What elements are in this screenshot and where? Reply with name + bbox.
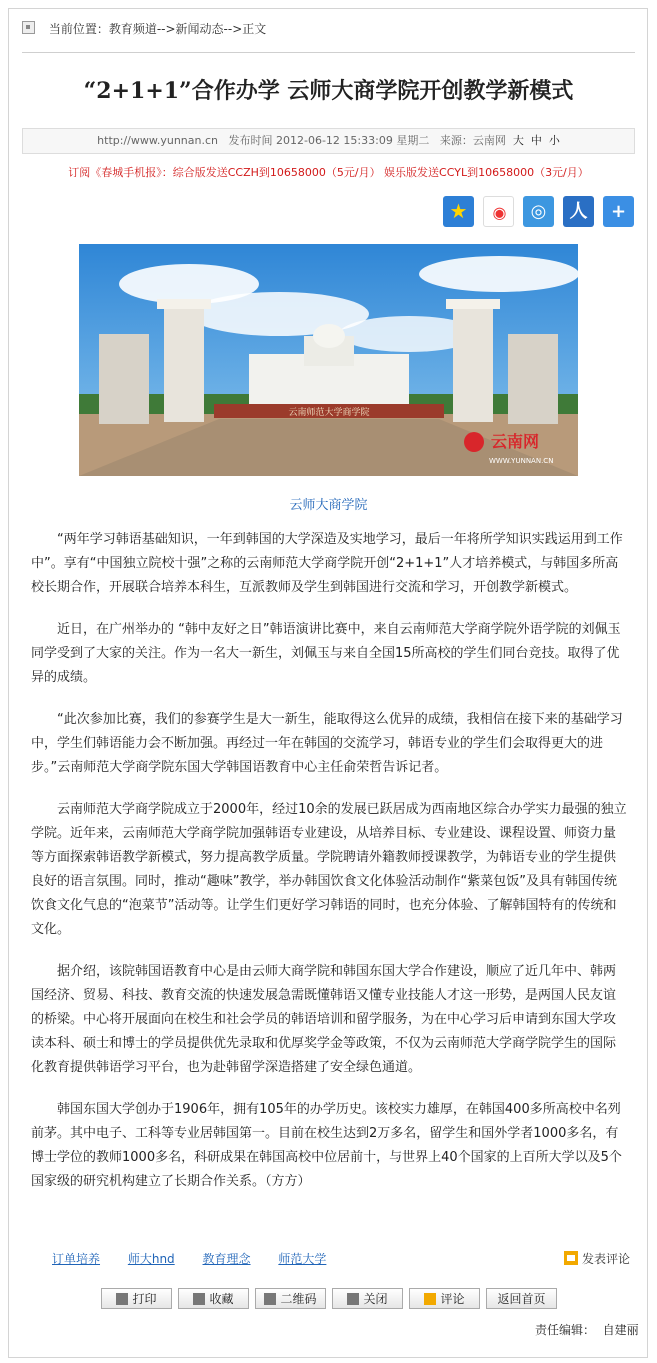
more-share-icon[interactable]: + xyxy=(603,196,634,227)
paragraph: “两年学习韩语基础知识，一年到韩国的大学深造及实地学习，最后一年将所学知识实践运用到工作中”。享有“中国独立院校十强”之称的云南师范大学商学院开创“2+1+1”人才培养模式，与韩国多所高校长期合作，开展联合培养本科生，互派教师及学生到韩国进行交流和学习，开创教学新模式。 xyxy=(31,532,623,595)
comment-icon xyxy=(564,1251,578,1265)
responsible-editor xyxy=(535,1321,639,1338)
weibo-icon[interactable]: ◉ xyxy=(483,196,514,227)
print-button[interactable] xyxy=(101,1288,172,1309)
gate-sign: 云南师范大学商学院 xyxy=(288,408,370,418)
meta-weekday: 星期二 xyxy=(396,134,430,147)
qzone-icon[interactable]: ★ xyxy=(443,196,474,227)
breadcrumb xyxy=(22,20,266,37)
comment-button[interactable] xyxy=(409,1288,480,1309)
tag-link[interactable]: 教育理念 xyxy=(202,1252,251,1266)
article-body xyxy=(31,528,627,1212)
article-meta xyxy=(22,128,635,154)
tencent-weibo-icon[interactable]: ◎ xyxy=(523,196,554,227)
font-size-medium[interactable]: 中 xyxy=(530,134,542,147)
post-comment-link[interactable] xyxy=(564,1250,630,1267)
article-photo xyxy=(79,244,578,476)
home-label: 返回首页 xyxy=(497,1292,546,1306)
home-button[interactable] xyxy=(486,1288,557,1309)
comment-icon xyxy=(424,1293,436,1305)
meta-published-label: 发布时间 xyxy=(228,134,273,147)
subscription-promo[interactable]: 订阅《春城手机报》：综合版发送CCZH到10658000（5元/月） 娱乐版发送CCYL到10658000（3元/月） xyxy=(68,166,589,179)
photo-caption: 云师大商学院 xyxy=(289,498,368,513)
tag-link[interactable]: 订单培养 xyxy=(52,1252,101,1266)
tag-link[interactable]: 师大hnd xyxy=(127,1252,175,1266)
favorite-icon xyxy=(193,1293,205,1305)
meta-source: 来源：云南网 xyxy=(439,134,506,147)
paragraph: “此次参加比赛，我们的参赛学生是大一新生，能取得这么优异的成绩，我相信在接下来的基础学习中，学生们韩语能力会不断加强。再经过一年在韩国的交流学习，韩语专业的学生们会取得更大的进步。”云南师范大学商学院东国大学韩国语教育中心主任俞荣哲告诉记者。 xyxy=(31,712,623,775)
print-label: 打印 xyxy=(132,1292,157,1306)
editor-label: 责任编辑： xyxy=(535,1323,596,1337)
tag-link[interactable]: 师范大学 xyxy=(278,1252,327,1266)
printer-icon xyxy=(116,1293,128,1305)
qrcode-icon xyxy=(264,1293,276,1305)
comment-label: 评论 xyxy=(440,1292,465,1306)
watermark-logo: 云南网 xyxy=(491,432,540,451)
meta-published: 2012-06-12 15:33:09 xyxy=(276,134,393,147)
location-icon xyxy=(22,21,35,34)
paragraph: 近日，在广州举办的 “韩中友好之日”韩语演讲比赛中，来自云南师范大学商学院外语学院的刘佩玉同学受到了大家的关注。作为一名大一新生，刘佩玉与来自全国15所高校的学生们同台竞技。取得了优异的成绩。 xyxy=(31,622,621,685)
renren-icon[interactable]: 人 xyxy=(563,196,594,227)
breadcrumb-path[interactable]: 教育频道-->新闻动态-->正文 xyxy=(108,22,267,36)
qrcode-button[interactable] xyxy=(255,1288,326,1309)
favorite-label: 收藏 xyxy=(209,1292,234,1306)
watermark-url: WWW.YUNNAN.CN xyxy=(489,457,554,465)
paragraph: 云南师范大学商学院成立于2000年，经过10余的发展已跃居成为西南地区综合办学实力最强的独立学院。近年来，云南师范大学商学院加强韩语专业建设，从培养目标、专业建设、课程设置、师资力量等方面探索韩语教学新模式，努力提高教学质量。学院聘请外籍教师授课教学，为韩语专业的学生提供良好的语言氛围。同时，推动“趣味”教学，举办韩国饮食文化体验活动制作“紫菜包饭”及具有韩国传统饮食文化气息的“泡菜节”活动等。让学生们更好学习韩语的同时，也充分体验、了解韩国特有的传统和文化。 xyxy=(31,802,627,937)
tag-links xyxy=(52,1250,350,1267)
breadcrumb-prefix: 当前位置： xyxy=(48,22,109,36)
close-label: 关闭 xyxy=(363,1292,388,1306)
close-icon xyxy=(347,1293,359,1305)
font-size-large[interactable]: 大 xyxy=(512,134,524,147)
editor-name: 自建丽 xyxy=(602,1323,639,1337)
font-size-small[interactable]: 小 xyxy=(548,134,560,147)
favorite-button[interactable] xyxy=(178,1288,249,1309)
post-comment-label: 发表评论 xyxy=(582,1252,631,1266)
meta-url[interactable]: http://www.yunnan.cn xyxy=(97,134,218,147)
qrcode-label: 二维码 xyxy=(280,1292,317,1306)
paragraph: 据介绍，该院韩国语教育中心是由云师大商学院和韩国东国大学合作建设，顺应了近几年中、韩两国经济、贸易、科技、教育交流的快速发展急需既懂韩语又懂专业技能人才这一形势，是两国人民友谊的桥梁。中心将开展面向在校生和社会学员的韩语培训和留学服务，为在中心学习后申请到东国大学攻读本科、硕士和博士的学员提供优先录取和优厚奖学金等政策，不仅为云南师范大学商学院学生的国际化教育提供韩语学习平台，也为赴韩留学深造搭建了安全绿色通道。 xyxy=(31,964,617,1075)
article-title: “2+1+1”合作办学 云师大商学院开创教学新模式 xyxy=(83,78,574,104)
campus-gate-image xyxy=(79,244,578,476)
paragraph: 韩国东国大学创办于1906年，拥有105年的办学历史。该校实力雄厚，在韩国400多所高校中名列前茅。其中电子、工科等专业居韩国第一。目前在校生达到2万多名，留学生和国外学者1000多名，有博士学位的教师1000多名，科研成果在韩国高校中位居前十，与世界上40个国家的上百所大学以及5个国家级的研究机构建立了长期合作关系。（方方） xyxy=(31,1102,622,1189)
divider xyxy=(22,52,635,53)
close-button[interactable] xyxy=(332,1288,403,1309)
